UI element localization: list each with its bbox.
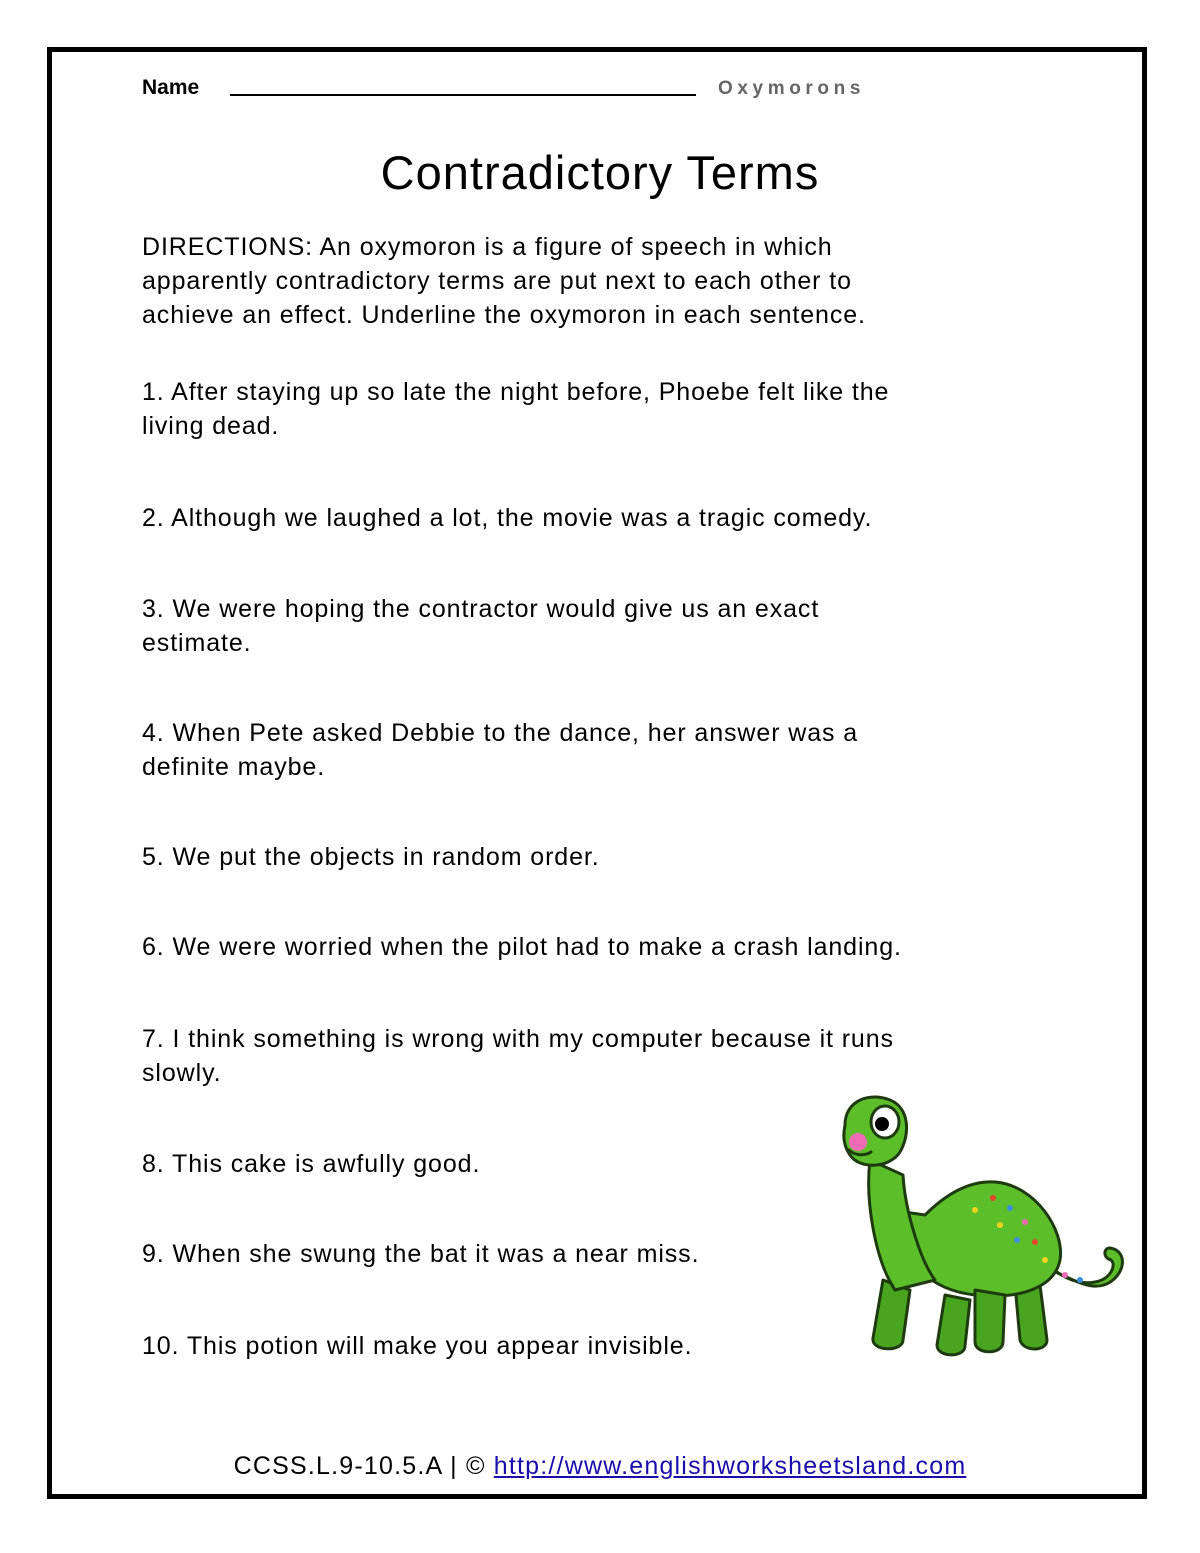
question-text: 3. We were hoping the contractor would give us an exact xyxy=(142,595,820,623)
standard-label: CCSS.L.9-10.5.A | © xyxy=(233,1452,486,1480)
directions xyxy=(142,230,866,332)
question-text: 6. We were worried when the pilot had to make a crash landing. xyxy=(142,933,902,961)
question-text: 4. When Pete asked Debbie to the dance, her answer was a xyxy=(142,719,859,747)
footer xyxy=(0,1452,1200,1481)
directions-line: apparently contradictory terms are put next to each other to xyxy=(142,267,852,295)
page-title: Contradictory Terms xyxy=(380,146,820,199)
question-9 xyxy=(142,1237,699,1271)
website-link[interactable]: http://www.englishworksheetsland.com xyxy=(493,1452,967,1480)
question-1 xyxy=(142,375,889,443)
name-input-line[interactable] xyxy=(230,94,696,96)
question-text: 1. After staying up so late the night before, Phoebe felt like the xyxy=(142,378,890,406)
question-10 xyxy=(142,1329,692,1363)
question-5 xyxy=(142,840,600,874)
question-text: 9. When she swung the bat it was a near miss. xyxy=(142,1240,700,1268)
topic-label: Oxymorons xyxy=(718,78,865,99)
question-2 xyxy=(142,501,872,535)
question-text: definite maybe. xyxy=(142,753,326,781)
question-text: 10. This potion will make you appear invisible. xyxy=(142,1332,693,1360)
question-text: 8. This cake is awfully good. xyxy=(142,1150,481,1178)
directions-line: achieve an effect. Underline the oxymoron in each sentence. xyxy=(142,301,866,329)
question-3 xyxy=(142,592,819,660)
name-label: Name xyxy=(142,76,200,99)
question-8 xyxy=(142,1147,480,1181)
question-6 xyxy=(142,930,902,964)
dinosaur-illustration xyxy=(825,1090,1145,1370)
question-text: 7. I think something is wrong with my computer because it runs xyxy=(142,1025,894,1053)
question-text: living dead. xyxy=(142,412,280,440)
question-4 xyxy=(142,716,858,784)
question-text: estimate. xyxy=(142,629,252,657)
question-text: 5. We put the objects in random order. xyxy=(142,843,600,871)
question-text: 2. Although we laughed a lot, the movie was a tragic comedy. xyxy=(142,504,873,532)
question-text: slowly. xyxy=(142,1059,222,1087)
directions-line: DIRECTIONS: An oxymoron is a figure of speech in which xyxy=(142,233,833,261)
question-7 xyxy=(142,1022,894,1090)
